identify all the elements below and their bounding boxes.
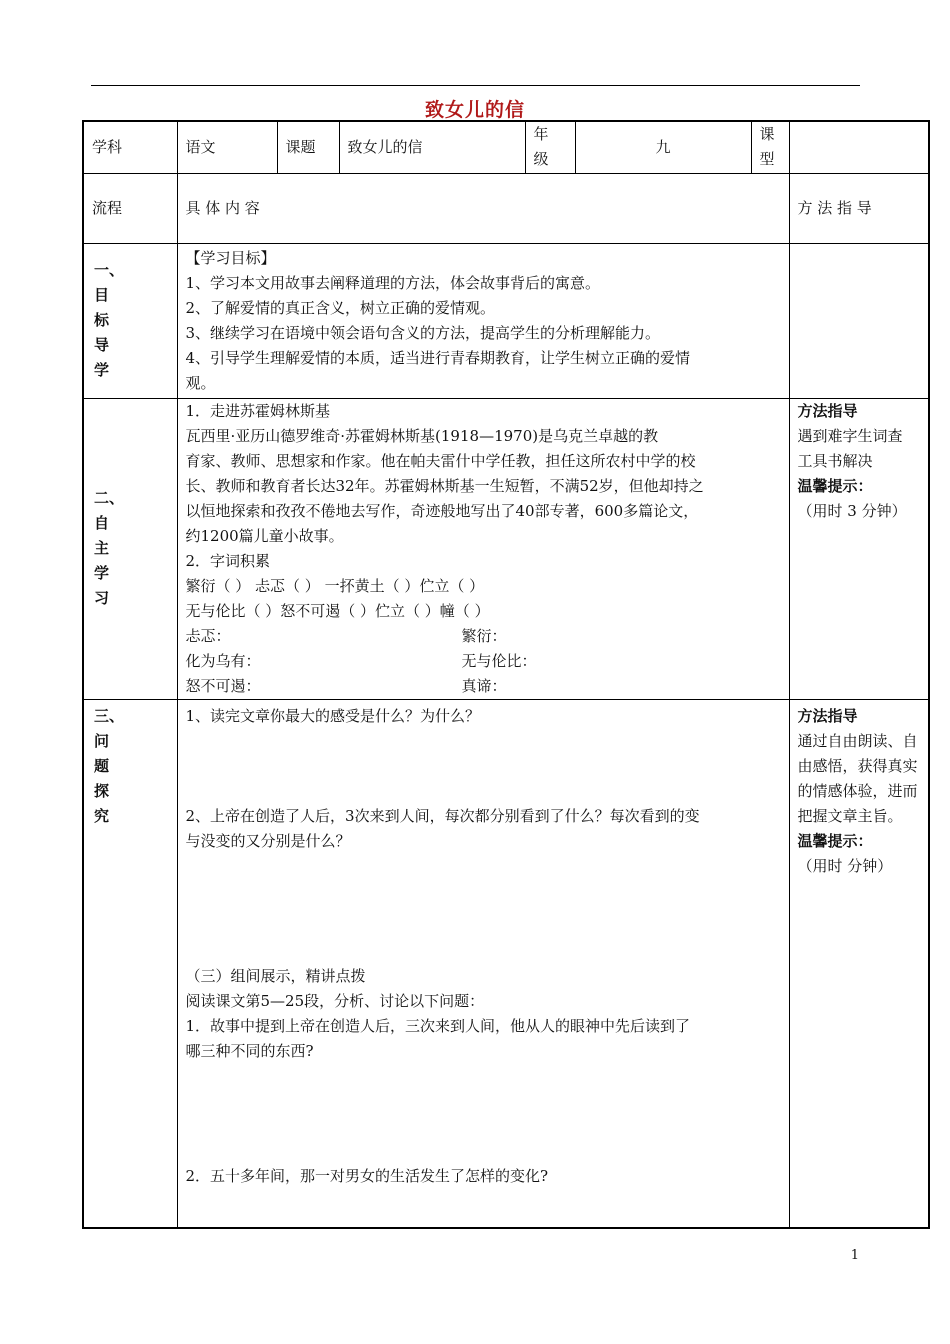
definition-term: 化为乌有： — [185, 651, 261, 670]
grade-value: 九 — [575, 121, 751, 173]
definition-term: 繁衍： — [461, 626, 507, 645]
subject-label: 学科 — [83, 121, 177, 173]
header-row — [83, 121, 929, 173]
section2-label-1: 自 — [94, 514, 110, 532]
flow-method-label: 方 法 指 导 — [789, 173, 929, 243]
section1-label-4: 学 — [94, 361, 110, 379]
type-label-line2: 型 — [759, 150, 775, 169]
item1-title: 1．走进苏霍姆林斯基 — [185, 401, 331, 420]
section2-label-0: 二、 — [94, 489, 125, 507]
tip-text: （用时 分钟） — [797, 856, 893, 875]
section1-label-1: 目 — [94, 286, 110, 304]
section2-label-4: 习 — [94, 589, 110, 607]
section3-method — [789, 699, 929, 1228]
bio-line: 长、教师和教育者长达32年。苏霍姆林斯基一生短暂，不满52岁，但他却持之 — [185, 476, 704, 495]
method-title: 方法指导 — [797, 706, 858, 725]
method-line: 的情感体验，进而 — [797, 781, 918, 800]
word-definition-grid — [186, 624, 781, 699]
item2-title: 2．字词积累 — [185, 551, 271, 570]
section2-row — [83, 398, 929, 699]
method-line: 把握文章主旨。 — [797, 806, 903, 825]
flow-content-label: 具 体 内 容 — [177, 173, 789, 243]
section3-label-0: 三、 — [94, 706, 125, 725]
section1-label — [83, 243, 177, 398]
section1-method — [789, 243, 929, 398]
definition-term: 真谛： — [461, 676, 507, 695]
lesson-plan-table — [82, 120, 930, 1229]
section3-label-4: 究 — [94, 806, 110, 825]
grade-label-line1: 年 — [533, 125, 549, 144]
type-label-line1: 课 — [759, 125, 775, 144]
bio-line: 瓦西里·亚历山德罗维奇·苏霍姆林斯基(1918—1970)是乌克兰卓越的教 — [185, 426, 659, 445]
bio-line: 育家、教师、思想家和作家。他在帕夫雷什中学任教，担任这所农村中学的校 — [185, 451, 696, 470]
section2-label — [83, 398, 177, 699]
group-intro: 阅读课文第5—25段，分析、讨论以下问题： — [185, 991, 485, 1010]
grade-label — [525, 121, 575, 173]
group-question-1-line: 哪三种不同的东西? — [185, 1041, 314, 1060]
tip-title: 温馨提示： — [797, 476, 873, 495]
method-line: 由感悟，获得真实 — [797, 756, 918, 775]
group-question-2: 2．五十多年间，那一对男女的生活发生了怎样的变化? — [185, 1166, 549, 1185]
definition-term: 无与伦比： — [461, 651, 537, 670]
objective-line: 1、学习本文用故事去阐释道理的方法，体会故事背后的寓意。 — [185, 273, 601, 292]
method-title: 方法指导 — [797, 401, 858, 420]
page-title: 致女儿的信 — [424, 99, 525, 121]
topic-label: 课题 — [277, 121, 339, 173]
question-2-line: 2、上帝在创造了人后，3次来到人间，每次都分别看到了什么？每次看到的变 — [185, 806, 700, 825]
objective-line: 观。 — [185, 373, 216, 392]
section1-row — [83, 243, 929, 398]
bio-line: 约1200篇儿童小故事。 — [185, 526, 344, 545]
answer-space — [186, 1064, 781, 1164]
flow-label: 流程 — [83, 173, 177, 243]
topic-value: 致女儿的信 — [339, 121, 525, 173]
section3-row — [83, 699, 929, 1228]
section1-content — [177, 243, 789, 398]
section3-content — [177, 699, 789, 1228]
question-2-line: 与没变的又分别是什么？ — [185, 831, 351, 850]
objectives-heading: 【学习目标】 — [185, 248, 276, 267]
section1-label-2: 标 — [94, 311, 110, 329]
question-1: 1、读完文章你最大的感受是什么？为什么？ — [185, 706, 481, 725]
section3-label — [83, 699, 177, 1228]
group-title: （三）组间展示，精讲点拨 — [185, 966, 366, 985]
definition-term: 怒不可遏： — [185, 676, 261, 695]
definition-term: 忐忑： — [185, 626, 231, 645]
section2-method — [789, 398, 929, 699]
type-value — [789, 121, 929, 173]
section1-label-0: 一、 — [94, 261, 125, 279]
answer-space — [186, 729, 781, 804]
method-line: 工具书解决 — [797, 451, 873, 470]
method-line: 遇到难字生词查 — [797, 426, 903, 445]
objective-line: 2、了解爱情的真正含义，树立正确的爱情观。 — [185, 298, 496, 317]
answer-space — [186, 854, 781, 964]
method-line: 通过自由朗读、自 — [797, 731, 918, 750]
section2-label-3: 学 — [94, 564, 110, 582]
section2-content — [177, 398, 789, 699]
section1-label-3: 导 — [94, 336, 110, 354]
word-line: 无与伦比（ ）怒不可遏（ ）伫立（ ）幢（ ） — [185, 601, 490, 620]
section3-label-3: 探 — [94, 781, 110, 800]
bio-line: 以恒地探索和孜孜不倦地去写作，奇迹般地写出了40部专著，600多篇论文， — [185, 501, 699, 520]
tip-title: 温馨提示： — [797, 831, 873, 850]
tip-text: （用时 3 分钟） — [797, 501, 907, 520]
page-number: 1 — [850, 1248, 859, 1263]
objective-line: 4、引导学生理解爱情的本质，适当进行青春期教育，让学生树立正确的爱情 — [185, 348, 691, 367]
objective-line: 3、继续学习在语境中领会语句含义的方法，提高学生的分析理解能力。 — [185, 323, 661, 342]
section3-label-2: 题 — [94, 756, 110, 775]
section2-label-2: 主 — [94, 539, 110, 557]
word-line: 繁衍（ ） 忐忑（ ） 一抔黄土（ ）伫立（ ） — [185, 576, 485, 595]
header-rule — [91, 85, 860, 86]
type-label — [751, 121, 789, 173]
section3-label-1: 问 — [94, 731, 110, 750]
flow-row — [83, 173, 929, 243]
subject-value: 语文 — [177, 121, 277, 173]
group-question-1-line: 1．故事中提到上帝在创造人后，三次来到人间，他从人的眼神中先后读到了 — [185, 1016, 691, 1035]
grade-label-line2: 级 — [533, 150, 549, 169]
